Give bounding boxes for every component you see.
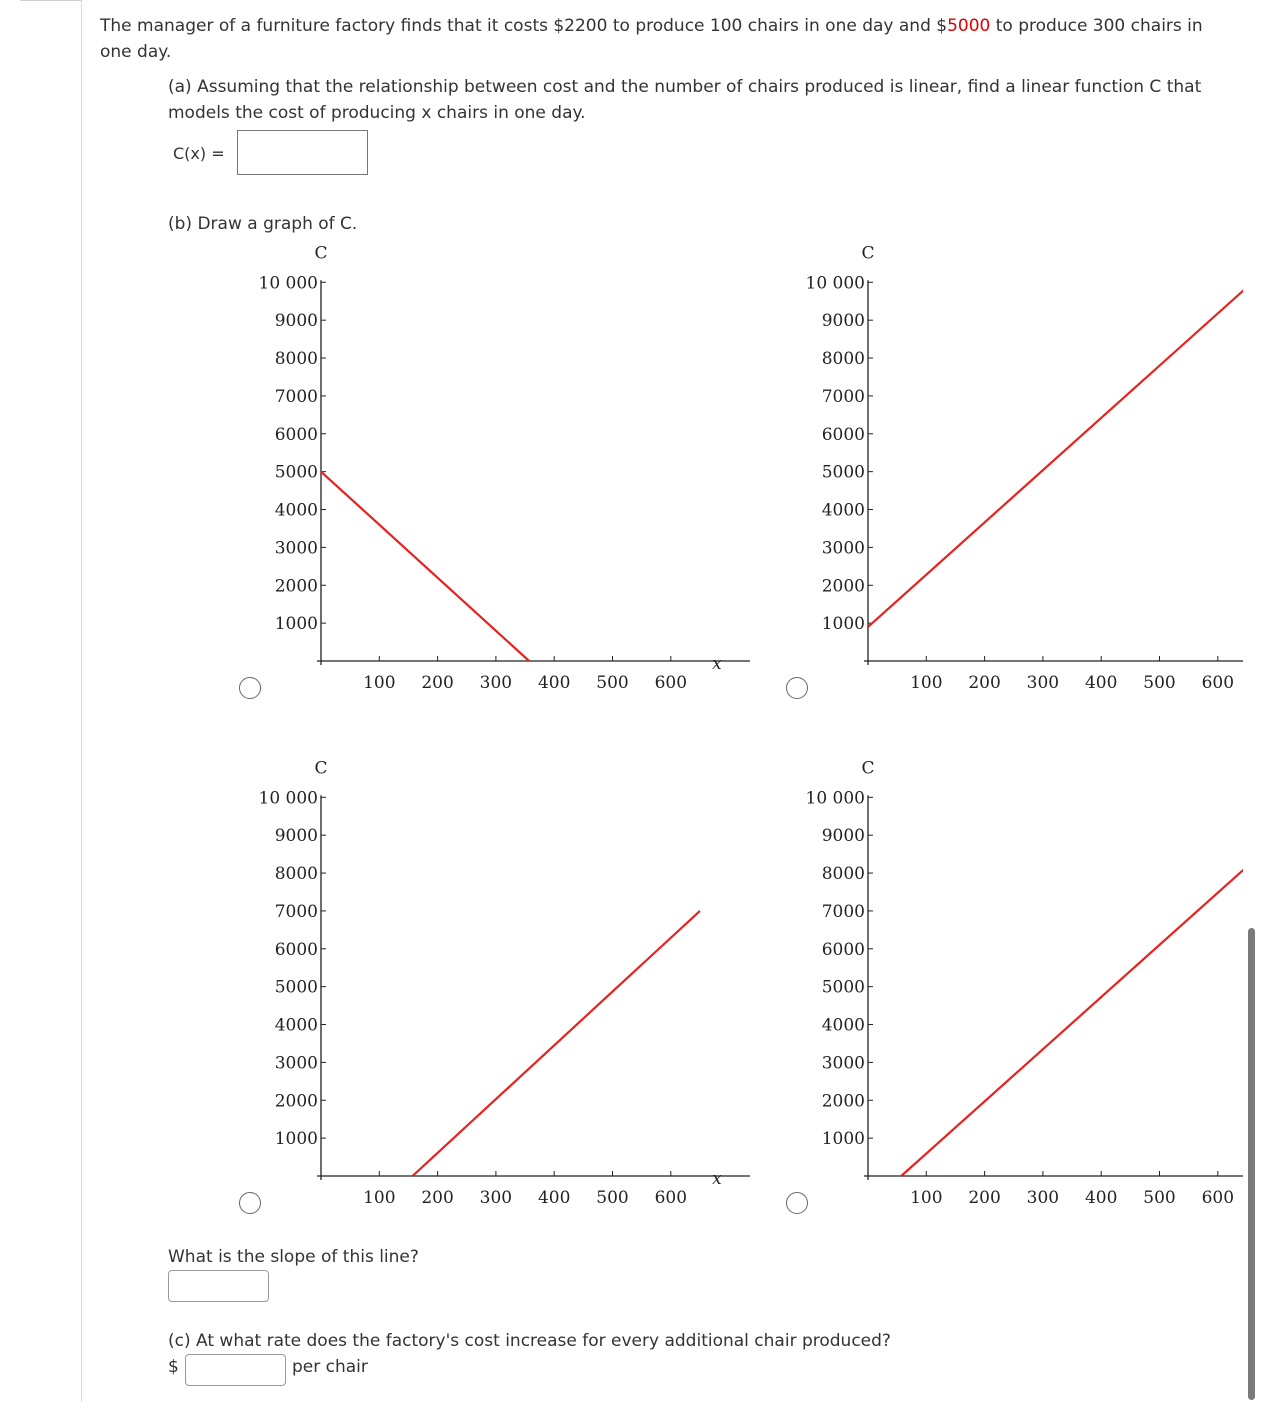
cx-answer-input[interactable] (237, 130, 368, 175)
y-tick-label: 7000 (821, 901, 865, 922)
y-axis-title: C (861, 758, 875, 779)
x-tick-label: 500 (1143, 1188, 1176, 1208)
y-tick-label: 5000 (821, 462, 865, 483)
y-tick-label: 10 000 (258, 788, 318, 809)
x-tick-label: 100 (910, 673, 943, 693)
y-axis-title: C (861, 243, 875, 264)
y-tick-label: 3000 (821, 538, 865, 559)
y-axis-title: C (314, 758, 328, 779)
y-tick-label: 6000 (821, 939, 865, 960)
y-tick-label: 5000 (274, 462, 318, 483)
y-tick-label: 6000 (821, 424, 865, 445)
x-tick-label: 200 (968, 673, 1001, 693)
x-tick-label: 600 (654, 1188, 688, 1208)
y-tick-label: 8000 (274, 864, 318, 885)
y-tick-label: 2000 (274, 576, 318, 597)
y-tick-label: 2000 (274, 1091, 318, 1112)
slope-question: What is the slope of this line? (168, 1247, 419, 1267)
x-tick-label: 400 (1084, 1188, 1118, 1208)
x-tick-label: 400 (537, 673, 571, 693)
intro-text-2: to produce 300 chairs in one day. (100, 16, 1203, 62)
x-tick-label: 200 (421, 1188, 454, 1208)
x-tick-label: 300 (1026, 673, 1060, 693)
y-tick-label: 1000 (821, 614, 865, 635)
x-axis-title: x (712, 654, 722, 674)
cx-label: C(x) = (173, 144, 225, 163)
x-tick-label: 300 (479, 1188, 513, 1208)
intro-highlight: 5000 (947, 16, 991, 36)
x-tick-label: 500 (1143, 673, 1176, 693)
scrollbar-thumb[interactable] (1248, 928, 1255, 1400)
y-tick-label: 2000 (821, 576, 865, 597)
y-axis-title: C (314, 243, 328, 264)
y-tick-label: 4000 (821, 1015, 865, 1036)
y-tick-label: 3000 (274, 538, 318, 559)
y-tick-label: 6000 (274, 424, 318, 445)
x-tick-label: 400 (537, 1188, 571, 1208)
x-tick-label: 300 (1026, 1188, 1060, 1208)
y-tick-label: 2000 (821, 1091, 865, 1112)
currency-symbol: $ (168, 1357, 179, 1377)
part-b-question: (b) Draw a graph of C. (168, 214, 358, 234)
intro-text-1: The manager of a furniture factory finds that it costs $2200 to produce 100 chairs in one day and $ (100, 16, 948, 36)
y-tick-label: 6000 (274, 939, 318, 960)
x-tick-label: 500 (596, 673, 629, 693)
y-tick-label: 8000 (274, 349, 318, 370)
x-tick-label: 500 (596, 1188, 629, 1208)
y-tick-label: 5000 (821, 977, 865, 998)
graph-option-a (250, 240, 750, 700)
y-tick-label: 4000 (274, 1015, 318, 1036)
x-axis-title: x (712, 1169, 722, 1189)
rate-answer-input[interactable] (185, 1354, 286, 1386)
y-tick-label: 10 000 (805, 273, 865, 294)
y-tick-label: 9000 (821, 311, 865, 332)
x-tick-label: 300 (479, 673, 513, 693)
y-tick-label: 5000 (274, 977, 318, 998)
y-tick-label: 10 000 (258, 273, 318, 294)
y-tick-label: 8000 (821, 349, 865, 370)
y-tick-label: 7000 (274, 901, 318, 922)
x-tick-label: 200 (968, 1188, 1001, 1208)
y-tick-label: 4000 (821, 500, 865, 521)
x-tick-label: 400 (1084, 673, 1118, 693)
x-tick-label: 200 (421, 673, 454, 693)
graph-option-b (797, 240, 1243, 700)
y-tick-label: 1000 (274, 614, 318, 635)
y-tick-label: 9000 (274, 311, 318, 332)
slope-answer-input[interactable] (168, 1270, 269, 1302)
x-tick-label: 600 (1201, 1188, 1235, 1208)
cost-line (901, 869, 1243, 1176)
y-tick-label: 10 000 (805, 788, 865, 809)
y-tick-label: 7000 (274, 386, 318, 407)
cost-line (413, 911, 700, 1176)
x-tick-label: 600 (654, 673, 688, 693)
x-tick-label: 100 (910, 1188, 943, 1208)
cost-line (321, 472, 529, 661)
y-tick-label: 4000 (274, 500, 318, 521)
per-chair-label: per chair (292, 1357, 368, 1377)
graph-option-d (797, 755, 1243, 1215)
x-tick-label: 600 (1201, 673, 1235, 693)
y-tick-label: 1000 (821, 1129, 865, 1150)
y-tick-label: 3000 (274, 1053, 318, 1074)
y-tick-label: 7000 (821, 386, 865, 407)
cost-line (868, 290, 1243, 627)
part-a-question: (a) Assuming that the relationship between cost and the number of chairs produced is linear, find a linear function C that models the cost of producing x chairs in one day. (168, 77, 1202, 123)
x-tick-label: 100 (363, 673, 396, 693)
problem-statement (100, 13, 1220, 65)
part-c-question: (c) At what rate does the factory's cost increase for every additional chair produced? (168, 1331, 891, 1351)
y-tick-label: 3000 (821, 1053, 865, 1074)
graph-option-c (250, 755, 750, 1215)
x-tick-label: 100 (363, 1188, 396, 1208)
y-tick-label: 9000 (274, 826, 318, 847)
y-tick-label: 9000 (821, 826, 865, 847)
y-tick-label: 8000 (821, 864, 865, 885)
y-tick-label: 1000 (274, 1129, 318, 1150)
